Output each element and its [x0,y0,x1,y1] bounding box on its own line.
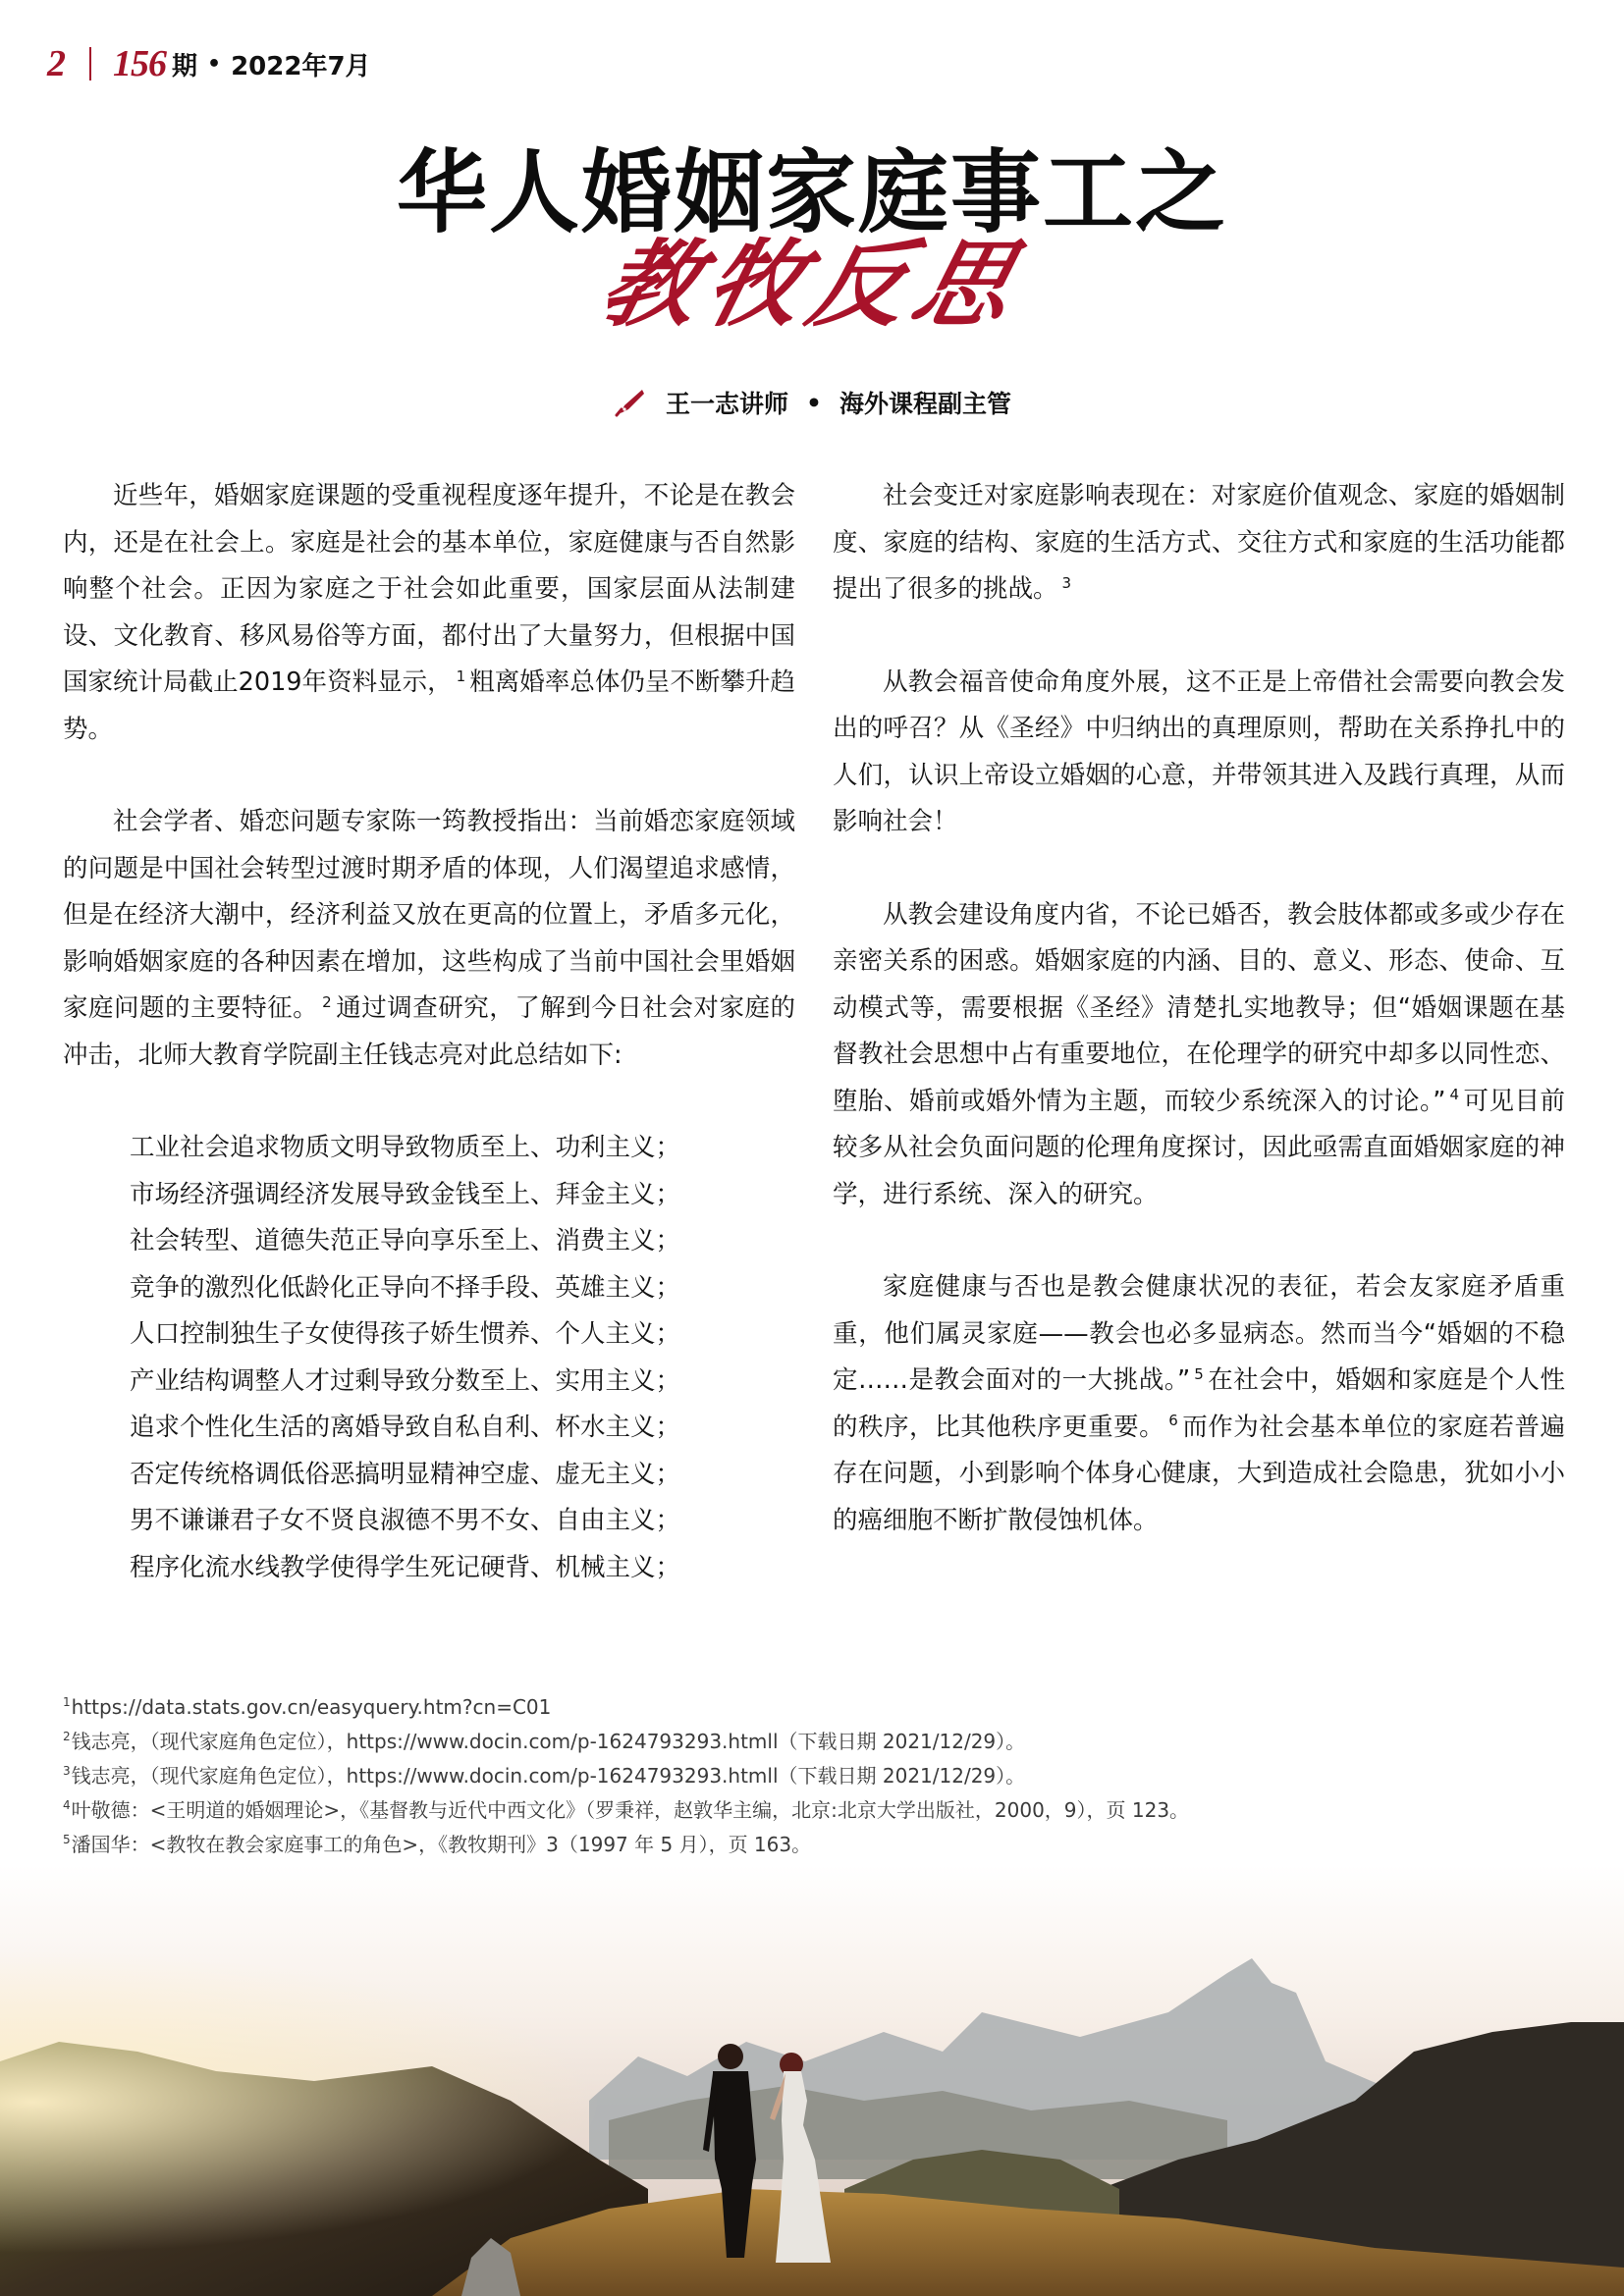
footnote-link[interactable]: https://data.stats.gov.cn/easyquery.htm?cn=C01 [71,1695,552,1719]
footnote-ref[interactable]: 6 [1168,1412,1178,1429]
header-divider [89,47,91,80]
footnote-ref[interactable]: 3 [1061,573,1072,592]
issue-label: 期 [172,51,198,81]
footnote-number: 4 [63,1798,71,1813]
paragraph-text: 社会学者、婚恋问题专家陈一筠教授指出：当前婚恋家庭领域的问题是中国社会转型过渡时期矛盾的体现，人们渴望追求感情，但是在经济大潮中，经济利益又放在更高的位置上，矛盾多元化，影响婚姻家庭的各种因素在增加，这些构成了当前中国社会里婚姻家庭问题的主要特征。 [63,807,795,1023]
photo-illustration [0,1865,1624,2296]
left-column [63,473,795,1591]
list-item: 工业社会追求物质文明导致物质至上、功利主义； [130,1133,681,1162]
paragraph-text: 家庭健康与否也是教会健康状况的表征，若会友家庭矛盾重重，他们属灵家庭——教会也必多显病态。然而当今“婚姻的不稳定……是教会面对的一大挑战。” [833,1272,1565,1395]
footnote-text: 叶敬德：<王明道的婚姻理论>，《基督教与近代中西文化》（罗秉祥，赵敦华主编，北京:北京大学出版社，2000，9），页 123。 [71,1798,1190,1822]
issue-number: 156 [113,43,166,84]
paragraph-text: 可见目前较多从社会负面问题的伦理角度探讨，因此亟需直面婚姻家庭的神学，进行系统、深入的研究。 [833,1086,1565,1209]
footnote-text: 潘国华：<教牧在教会家庭事工的角色>，《教牧期刊》3（1997 年 5 月），页 163。 [71,1833,812,1856]
page-header [47,39,371,88]
byline [0,385,1624,420]
couple-mountain-photo [0,1865,1624,2296]
list-item: 人口控制独生子女使得孩子娇生惯养、个人主义； [130,1319,681,1349]
paragraph-text: 从教会福音使命角度外展，这不正是上帝借社会需要向教会发出的呼召？从《圣经》中归纳出的真理原则，帮助在关系挣扎中的人们，认识上帝设立婚姻的心意，并带领其进入及践行真理，从而影响社会！ [833,667,1565,836]
footnote-number: 1 [63,1695,71,1710]
list-item: 否定传统格调低俗恶搞明显精神空虚、虚无主义； [130,1459,681,1489]
issue-date: 2022年7月 [231,51,371,81]
footnote-ref[interactable]: 4 [1449,1086,1459,1103]
list-item: 社会转型、道德失范正导向享乐至上、消费主义； [130,1226,681,1255]
paragraph-text: 近些年，婚姻家庭课题的受重视程度逐年提升，不论是在教会内，还是在社会上。家庭是社会的基本单位，家庭健康与否自然影响整个社会。正因为家庭之于社会如此重要，国家层面从法制建设、文化教育、移风易俗等方面，都付出了大量努力，但根据中国国家统计局截止2019年资料显示， [63,481,795,697]
paragraph-text: 而作为社会基本单位的家庭若普遍存在问题，小到影响个体身心健康，大到造成社会隐患，犹如小小的癌细胞不断扩散侵蚀机体。 [833,1412,1565,1535]
footnote [63,1828,1555,1862]
paragraph [63,799,795,1079]
list-item: 产业结构调整人才过剩导致分数至上、实用主义； [130,1365,681,1396]
footnote-ref[interactable]: 1 [456,667,466,685]
footnote [63,1759,1555,1793]
list-item: 竞争的激烈化低龄化正导向不择手段、英雄主义； [130,1272,681,1303]
paragraph-text: 通过调查研究，了解到今日社会对家庭的冲击，北师大教育学院副主任钱志亮对此总结如下: [63,993,795,1070]
footnote [63,1793,1555,1828]
pen-icon [613,388,646,417]
footnote [63,1690,1555,1725]
footnote-ref[interactable]: 5 [1194,1364,1204,1383]
paragraph [833,473,1565,614]
list-item: 程序化流水线教学使得学生死记硬背、机械主义； [130,1552,681,1582]
author-name: 王一志讲师 [665,390,788,418]
isms-list [63,1125,795,1591]
right-column [833,473,1565,1590]
byline-separator: • [806,388,822,417]
paragraph-text: 社会变迁对家庭影响表现在：对家庭价值观念、家庭的婚姻制度、家庭的结构、家庭的生活方式、交往方式和家庭的生活功能都提出了很多的挑战。 [833,481,1565,604]
article-title: 华人婚姻家庭事工之 [396,139,1227,245]
paragraph [833,1264,1565,1544]
footnote-number: 5 [63,1833,71,1847]
author-role: 海外课程副主管 [839,390,1011,418]
list-item: 追求个性化生活的离婚导致自私自利、杯水主义； [130,1413,681,1442]
paragraph-text: 从教会建设角度内省，不论已婚否，教会肢体都或多或少存在亲密关系的困惑。婚姻家庭的内涵、目的、意义、形态、使命、互动模式等，需要根据《圣经》清楚扎实地教导；但“婚姻课题在基督教社会思想中占有重要地位，在伦理学的研究中却多以同性恋、堕胎、婚前或婚外情为主题，而较少系统深入的讨论。” [833,899,1565,1116]
header-separator: • [207,51,222,77]
paragraph-text: 在社会中，婚姻和家庭是个人性的秩序，比其他秩序更重要。 [833,1365,1565,1442]
footnote-number: 3 [63,1764,71,1779]
article-title-script: 教牧反思 [590,229,1035,340]
footnote [63,1725,1555,1759]
paragraph [833,892,1565,1219]
footnote-number: 2 [63,1730,71,1744]
paragraph [63,473,795,753]
footnote-ref[interactable]: 2 [322,992,332,1011]
paragraph [833,660,1565,846]
footnote-text: 钱志亮，（现代家庭角色定位），https://www.docin.com/p-1624793293.htmll（下载日期 2021/12/29）。 [71,1730,1026,1753]
paragraph-text: 粗离婚率总体仍呈不断攀升趋势。 [63,667,795,744]
page-number: 2 [47,43,66,84]
footnote-text: 钱志亮，（现代家庭角色定位），https://www.docin.com/p-1624793293.htmll（下载日期 2021/12/29）。 [71,1764,1026,1788]
list-item: 男不谦谦君子女不贤良淑德不男不女、自由主义； [130,1506,681,1535]
list-item: 市场经济强调经济发展导致金钱至上、拜金主义； [130,1179,681,1209]
